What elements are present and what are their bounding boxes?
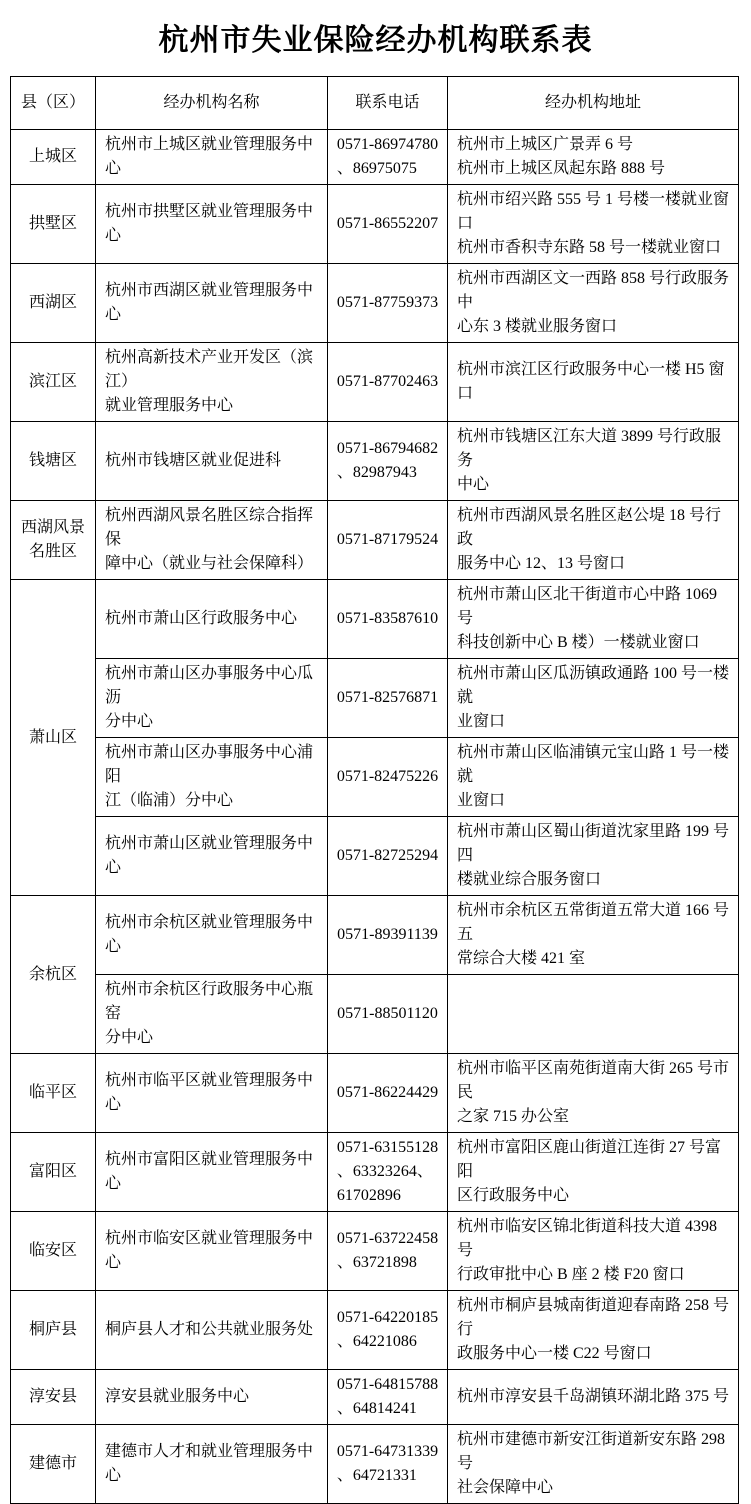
cell-line: 杭州市钱塘区江东大道 3899 号行政服务 <box>457 428 722 469</box>
address-cell <box>448 1370 739 1425</box>
cell-line: 杭州市余杭区行政服务中心瓶窑 <box>105 981 314 1022</box>
phone-cell <box>328 1212 448 1291</box>
cell-line: 上城区 <box>28 148 77 165</box>
phone-lines <box>337 1136 438 1208</box>
cell-line: 0571-88501120 <box>337 1005 438 1022</box>
cell-line: 、64721331 <box>336 1467 417 1484</box>
cell-line: 杭州市萧山区办事服务中心浦阳 <box>105 744 314 785</box>
district-cell <box>11 1054 96 1133</box>
phone-cell <box>328 1291 448 1370</box>
cell-line: 杭州市萧山区瓜沥镇政通路 100 号一楼就 <box>457 665 730 706</box>
agency-name-cell <box>96 1054 328 1133</box>
cell-line: 政服务中心一楼 C22 号窗口 <box>457 1345 652 1362</box>
cell-line: 0571-63722458 <box>336 1230 439 1247</box>
cell-line: 0571-83587610 <box>336 610 439 627</box>
cell-line: 0571-82725294 <box>336 847 439 864</box>
address-cell <box>448 975 739 1054</box>
phone-lines <box>337 1373 438 1421</box>
district-cell <box>11 1425 96 1504</box>
cell-line: 杭州市临平区就业管理服务中心 <box>105 1072 314 1113</box>
table-row <box>11 1370 739 1425</box>
cell-line: 、63721898 <box>336 1254 417 1271</box>
cell-line: 0571-64815788 <box>336 1376 439 1393</box>
header-phone: 联系电话 <box>328 77 448 130</box>
cell-line: 杭州市余杭区五常街道五常大道 166 号五 <box>457 902 730 943</box>
table-row <box>11 1133 739 1212</box>
cell-line: 区行政服务中心 <box>457 1187 570 1204</box>
cell-line: 杭州市上城区广景弄 6 号 <box>457 136 634 153</box>
phone-lines <box>337 1002 438 1026</box>
district-cell <box>11 1133 96 1212</box>
cell-line: 61702896 <box>336 1187 401 1204</box>
phone-cell <box>328 501 448 580</box>
cell-line: 0571-86794682 <box>336 440 439 457</box>
cell-line: 杭州市上城区凤起东路 888 号 <box>457 160 666 177</box>
phone-lines <box>337 1227 438 1275</box>
cell-line: 杭州市钱塘区就业促进科 <box>105 452 282 469</box>
cell-line: 桐庐县人才和公共就业服务处 <box>105 1321 314 1338</box>
district-cell <box>11 185 96 264</box>
cell-line: 0571-64220185 <box>336 1309 439 1326</box>
phone-lines <box>337 1440 438 1488</box>
cell-line: 杭州市西湖区就业管理服务中心 <box>105 282 314 323</box>
cell-line: 江（临浦）分中心 <box>105 792 234 809</box>
district-cell <box>11 580 96 896</box>
cell-line: 钱塘区 <box>28 452 77 469</box>
address-cell <box>448 422 739 501</box>
contact-table-body <box>11 130 739 1504</box>
address-cell <box>448 659 739 738</box>
cell-line: 0571-86224429 <box>336 1084 439 1101</box>
cell-line: 西湖风景 <box>20 519 85 536</box>
cell-line: 临安区 <box>28 1242 77 1259</box>
cell-line: 建德市人才和就业管理服务中心 <box>105 1443 314 1484</box>
phone-cell <box>328 130 448 185</box>
table-row <box>11 1054 739 1133</box>
table-row <box>11 738 739 817</box>
district-cell <box>11 343 96 422</box>
district-cell <box>11 1212 96 1291</box>
cell-line: 杭州市上城区就业管理服务中心 <box>105 136 314 177</box>
cell-line: 、63323264、 <box>336 1163 433 1180</box>
cell-line: 服务中心 12、13 号窗口 <box>457 555 626 572</box>
district-cell <box>11 264 96 343</box>
phone-cell <box>328 817 448 896</box>
cell-line: 杭州市临安区锦北街道科技大道 4398 号 <box>457 1218 718 1259</box>
cell-line: 富阳区 <box>28 1163 77 1180</box>
agency-name-cell <box>96 1133 328 1212</box>
phone-lines <box>337 1081 438 1105</box>
cell-line: 心东 3 楼就业服务窗口 <box>457 318 618 335</box>
phone-cell <box>328 738 448 817</box>
contact-table <box>10 76 739 1504</box>
header-address: 经办机构地址 <box>448 77 739 130</box>
cell-line: 0571-86974780 <box>336 136 439 153</box>
district-cell <box>11 896 96 1054</box>
district-cell <box>11 1370 96 1425</box>
address-cell <box>448 1425 739 1504</box>
cell-line: 、64814241 <box>336 1400 417 1417</box>
agency-name-cell <box>96 130 328 185</box>
agency-name-cell <box>96 896 328 975</box>
cell-line: 就业管理服务中心 <box>105 397 234 414</box>
cell-line: 、64221086 <box>336 1333 417 1350</box>
cell-line: 杭州市淳安县千岛湖镇环湖北路 375 号 <box>457 1388 730 1405</box>
phone-lines <box>337 133 438 181</box>
cell-line: 业窗口 <box>457 792 506 809</box>
phone-lines <box>337 212 438 236</box>
phone-cell <box>328 343 448 422</box>
agency-name-cell <box>96 501 328 580</box>
cell-line: 杭州市萧山区行政服务中心 <box>105 610 298 627</box>
cell-line: 杭州市萧山区北干街道市心中路 1069 号 <box>457 586 718 627</box>
table-row <box>11 580 739 659</box>
agency-name-cell <box>96 343 328 422</box>
cell-line: 杭州市建德市新安江街道新安东路 298 号 <box>457 1431 726 1472</box>
phone-cell <box>328 185 448 264</box>
cell-line: 拱墅区 <box>28 215 77 232</box>
table-row <box>11 185 739 264</box>
cell-line: 楼就业综合服务窗口 <box>457 871 602 888</box>
cell-line: 杭州市萧山区办事服务中心瓜沥 <box>105 665 314 706</box>
phone-cell <box>328 975 448 1054</box>
table-row <box>11 130 739 185</box>
phone-lines <box>337 291 438 315</box>
cell-line: 科技创新中心 B 楼）一楼就业窗口 <box>457 634 700 651</box>
agency-name-cell <box>96 1212 328 1291</box>
address-cell <box>448 580 739 659</box>
agency-name-cell <box>96 1425 328 1504</box>
table-row <box>11 264 739 343</box>
table-row <box>11 501 739 580</box>
cell-line: 、82987943 <box>336 464 417 481</box>
address-cell <box>448 130 739 185</box>
cell-line: 杭州市香积寺东路 58 号一楼就业窗口 <box>457 239 722 256</box>
cell-line: 临平区 <box>28 1084 77 1101</box>
table-row <box>11 817 739 896</box>
cell-line: 分中心 <box>105 1029 154 1046</box>
cell-line: 滨江区 <box>28 373 77 390</box>
address-cell <box>448 1291 739 1370</box>
cell-line: 建德市 <box>28 1455 77 1472</box>
phone-lines <box>337 923 438 947</box>
phone-cell <box>328 580 448 659</box>
cell-line: 杭州市萧山区蜀山街道沈家里路 199 号四 <box>457 823 730 864</box>
cell-line: 萧山区 <box>28 728 77 746</box>
cell-line: 杭州市西湖风景名胜区赵公堤 18 号行政 <box>457 507 722 548</box>
phone-cell <box>328 1054 448 1133</box>
cell-line: 杭州市拱墅区就业管理服务中心 <box>105 203 314 244</box>
table-row <box>11 1212 739 1291</box>
address-cell <box>448 738 739 817</box>
cell-line: 杭州市余杭区就业管理服务中心 <box>105 914 314 955</box>
address-cell <box>448 185 739 264</box>
cell-line: 西湖区 <box>28 294 77 311</box>
phone-lines <box>337 686 438 710</box>
phone-cell <box>328 1133 448 1212</box>
table-row <box>11 343 739 422</box>
cell-line: 杭州市临安区就业管理服务中心 <box>105 1230 314 1271</box>
district-cell <box>11 501 96 580</box>
phone-cell <box>328 1425 448 1504</box>
agency-name-cell <box>96 817 328 896</box>
address-cell <box>448 1054 739 1133</box>
address-cell <box>448 264 739 343</box>
cell-line: 社会保障中心 <box>457 1479 554 1496</box>
cell-line: 0571-82576871 <box>336 689 439 706</box>
agency-name-cell <box>96 975 328 1054</box>
phone-lines <box>337 437 438 485</box>
cell-line: 杭州市桐庐县城南街道迎春南路 258 号行 <box>457 1297 730 1338</box>
phone-lines <box>337 765 438 789</box>
cell-line: 0571-87179524 <box>336 531 439 548</box>
cell-line: 淳安县就业服务中心 <box>105 1388 250 1405</box>
table-row <box>11 659 739 738</box>
cell-line: 杭州高新技术产业开发区（滨江） <box>105 349 314 390</box>
agency-name-cell <box>96 580 328 659</box>
district-cell <box>11 1291 96 1370</box>
phone-cell <box>328 659 448 738</box>
address-cell <box>448 501 739 580</box>
table-row <box>11 422 739 501</box>
cell-line: 0571-64731339 <box>336 1443 439 1460</box>
table-row <box>11 896 739 975</box>
phone-cell <box>328 896 448 975</box>
cell-line: 杭州市临平区南苑街道南大街 265 号市民 <box>457 1060 730 1101</box>
cell-line: 0571-63155128 <box>336 1139 439 1156</box>
agency-name-cell <box>96 1291 328 1370</box>
phone-lines <box>337 1306 438 1354</box>
table-row <box>11 1425 739 1504</box>
phone-cell <box>328 422 448 501</box>
address-cell <box>448 343 739 422</box>
cell-line: 杭州市滨江区行政服务中心一楼 H5 窗口 <box>457 361 725 402</box>
agency-name-cell <box>96 738 328 817</box>
table-row <box>11 975 739 1054</box>
phone-lines <box>337 607 438 631</box>
cell-line: 余杭区 <box>28 965 77 983</box>
phone-cell <box>328 1370 448 1425</box>
phone-lines <box>337 844 438 868</box>
agency-name-cell <box>96 1370 328 1425</box>
agency-name-cell <box>96 264 328 343</box>
cell-line: 名胜区 <box>28 543 77 560</box>
phone-lines <box>337 370 438 394</box>
address-cell <box>448 1212 739 1291</box>
cell-line: 中心 <box>457 476 490 493</box>
header-district: 县（区） <box>11 77 96 130</box>
cell-line: 杭州市富阳区就业管理服务中心 <box>105 1151 314 1192</box>
cell-line: 桐庐县 <box>28 1321 77 1338</box>
phone-lines <box>337 528 438 552</box>
cell-line: 杭州西湖风景名胜区综合指挥保 <box>105 507 314 548</box>
cell-line: 0571-87759373 <box>336 294 439 311</box>
cell-line: 分中心 <box>105 713 154 730</box>
cell-line: 常综合大楼 421 室 <box>457 950 586 967</box>
cell-line: 之家 715 办公室 <box>457 1108 570 1125</box>
phone-cell <box>328 264 448 343</box>
page-title: 杭州市失业保险经办机构联系表 <box>158 24 593 57</box>
address-cell <box>448 896 739 975</box>
cell-line: 0571-82475226 <box>336 768 439 785</box>
cell-line: 杭州市西湖区文一西路 858 号行政服务中 <box>457 270 730 311</box>
cell-line: 、86975075 <box>336 160 417 177</box>
district-cell <box>11 130 96 185</box>
agency-name-cell <box>96 422 328 501</box>
header-agency-name: 经办机构名称 <box>96 77 328 130</box>
cell-line: 0571-87702463 <box>336 373 439 390</box>
cell-line: 淳安县 <box>28 1388 77 1405</box>
district-cell <box>11 422 96 501</box>
cell-line: 障中心（就业与社会保障科） <box>105 555 314 572</box>
cell-line: 杭州市萧山区临浦镇元宝山路 1 号一楼就 <box>457 744 730 785</box>
address-cell <box>448 817 739 896</box>
cell-line: 行政审批中心 B 座 2 楼 F20 窗口 <box>457 1266 685 1283</box>
cell-line: 业窗口 <box>457 713 506 730</box>
cell-line: 杭州市绍兴路 555 号 1 号楼一楼就业窗口 <box>457 191 730 232</box>
cell-line: 杭州市萧山区就业管理服务中心 <box>105 835 314 876</box>
agency-name-cell <box>96 659 328 738</box>
agency-name-cell <box>96 185 328 264</box>
cell-line: 0571-89391139 <box>337 926 438 943</box>
address-cell <box>448 1133 739 1212</box>
cell-line: 0571-86552207 <box>336 215 439 232</box>
table-row <box>11 1291 739 1370</box>
header-row <box>11 77 739 130</box>
cell-line: 杭州市富阳区鹿山街道江连街 27 号富阳 <box>457 1139 722 1180</box>
